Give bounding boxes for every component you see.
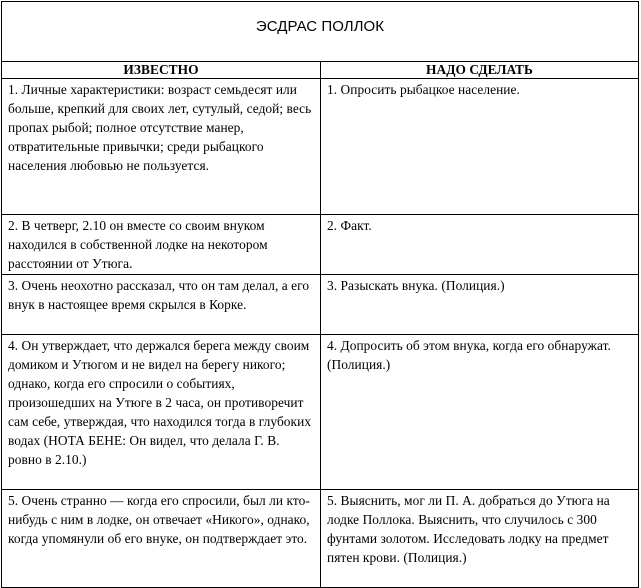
table-title-cell: [2, 2, 639, 62]
table-row: [2, 215, 639, 275]
table-title: ЭСДРАС ПОЛЛОК: [255, 18, 385, 35]
known-text: 4. Он утверждает, что держался берега между своим домиком и Утюгом и не видел на берегу никого; однако, когда его спросили о событиях, произошедших на Утюге в 2 часа, он противоречит сам себе, утверждая, что находился тогда в глубоких водах (НОТА БЕНЕ: Он видел, что делала Г. В. ровно в 2.10.): [8, 338, 312, 467]
known-text: 1. Личные характеристики: возраст семьдесят или больше, крепкий для своих лет, сутулый, седой; весь пропах рыбой; полное отсутствие манер, отвратительные привычки; среди рыбацкого населения любовью не пользуется.: [8, 82, 312, 173]
todo-cell: [321, 335, 639, 490]
table-row: [2, 79, 639, 215]
todo-cell: [321, 79, 639, 215]
todo-text: 2. Факт.: [327, 218, 372, 233]
todo-cell: [321, 215, 639, 275]
known-cell: [2, 490, 321, 588]
document-page: [1, 1, 638, 565]
todo-cell: [321, 490, 639, 588]
todo-cell: [321, 275, 639, 335]
column-header-todo: НАДО СДЕЛАТЬ: [321, 62, 639, 79]
table-row: [2, 490, 639, 588]
known-text: 3. Очень неохотно рассказал, что он там делал, а его внук в настоящее время скрылся в Корке.: [8, 278, 310, 312]
known-text: 5. Очень странно — когда его спросили, был ли кто-нибудь с ним в лодке, он отвечает «Никого», однако, когда упомянули об его внуке, он подтверждает это.: [8, 493, 310, 546]
header-row: [2, 62, 639, 79]
known-text: 2. В четверг, 2.10 он вместе со своим внуком находился в собственной лодке на некотором расстоянии от Утюга.: [8, 218, 268, 271]
known-cell: [2, 215, 321, 275]
title-row: [2, 2, 639, 62]
table-row: [2, 275, 639, 335]
todo-text: 5. Выяснить, мог ли П. А. добраться до Утюга на лодке Поллока. Выяснить, что случилось с 300 фунтами золотом. Исследовать лодку на предмет пятен крови. (Полиция.): [327, 493, 610, 565]
column-header-known: ИЗВЕСТНО: [2, 62, 321, 79]
known-cell: [2, 275, 321, 335]
table-row: [2, 335, 639, 490]
case-table: [1, 1, 639, 588]
todo-text: 4. Допросить об этом внука, когда его обнаружат. (Полиция.): [327, 338, 611, 372]
known-cell: [2, 79, 321, 215]
todo-text: 1. Опросить рыбацкое население.: [327, 82, 520, 97]
todo-text: 3. Разыскать внука. (Полиция.): [327, 278, 505, 293]
known-cell: [2, 335, 321, 490]
